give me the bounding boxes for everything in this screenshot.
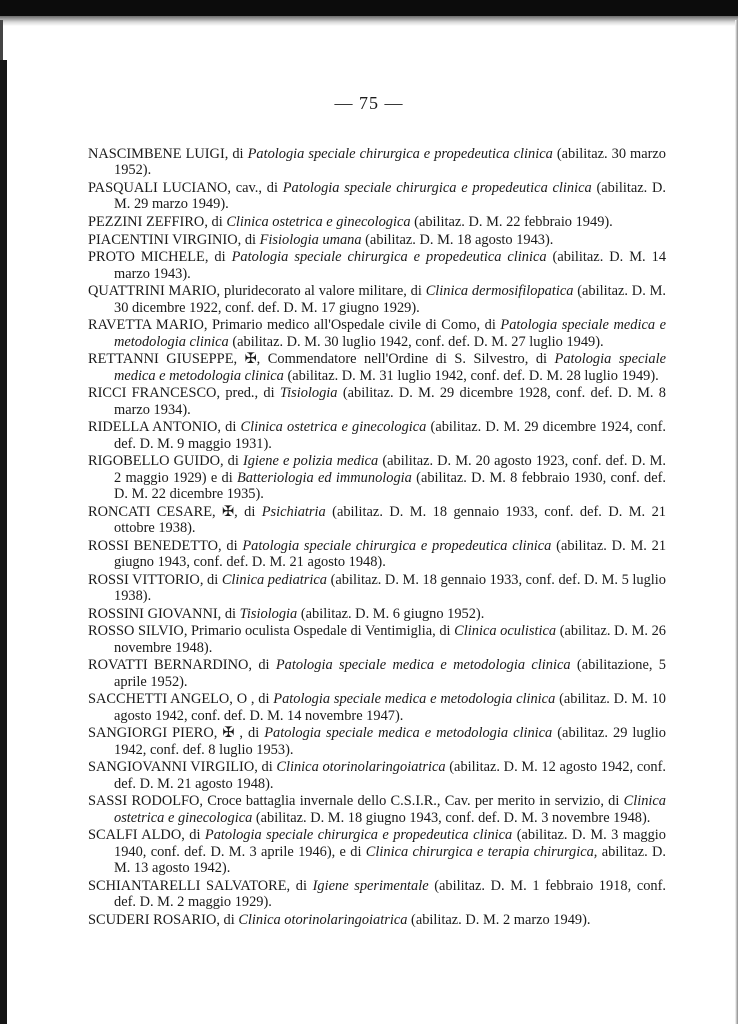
list-entry bbox=[88, 572, 666, 605]
scan-left-border bbox=[0, 60, 7, 1024]
entry-text: (abilitaz. D. M. 29 dicembre 1928, conf. def. D. M. 8 marzo 1934). bbox=[114, 385, 666, 418]
list-entry bbox=[88, 504, 666, 537]
subject-text: Clinica otorinolaringoiatrica bbox=[276, 759, 446, 776]
subject-text: Tisiologia bbox=[239, 605, 298, 622]
entry-name-text: SANGIORGI PIERO, ✠ , di bbox=[88, 725, 265, 742]
entry-name-text: RONCATI CESARE, ✠, di bbox=[88, 503, 262, 520]
subject-text: Fisiologia umana bbox=[259, 231, 362, 248]
subject-text: Patologia speciale chirurgica e propedeutica clinica bbox=[231, 249, 547, 266]
entry-name-text: ROSSI BENEDETTO, di bbox=[88, 537, 243, 554]
entry-name-text: RIDELLA ANTONIO, di bbox=[88, 419, 241, 436]
entry-text: (abilitaz. D. M. 21 giugno 1943, conf. def. D. M. 21 agosto 1948). bbox=[114, 537, 667, 570]
list-entry bbox=[88, 623, 666, 656]
list-entry bbox=[88, 759, 666, 792]
entry-name-text: RAVETTA MARIO, Primario medico all'Ospedale civile di Como, di bbox=[88, 317, 501, 334]
entry-text: (abilitaz. D. M. 14 marzo 1943). bbox=[114, 249, 667, 282]
entry-name-text: PASQUALI LUCIANO, cav., di bbox=[88, 180, 283, 196]
list-entry bbox=[88, 725, 666, 758]
subject-text: Patologia speciale chirurgica e propedeutica clinica bbox=[247, 146, 553, 162]
list-entry bbox=[88, 180, 666, 213]
entry-name-text: PEZZINI ZEFFIRO, di bbox=[88, 214, 227, 230]
list-entry bbox=[88, 691, 666, 724]
entry-text: abilitaz. D. M. 13 agosto 1942). bbox=[114, 843, 666, 876]
list-entry bbox=[88, 657, 666, 690]
subject-text: Tisiologia bbox=[279, 385, 338, 402]
faculty-list bbox=[88, 146, 666, 929]
list-entry bbox=[88, 317, 666, 350]
entry-text: (abilitaz. D. M. 8 febbraio 1930, conf. def. D. M. 22 dicembre 1935). bbox=[114, 469, 666, 502]
entry-name-text: SCALFI ALDO, di bbox=[88, 827, 205, 844]
entry-text: (abilitazione, 5 aprile 1952). bbox=[114, 657, 666, 690]
list-entry bbox=[88, 793, 666, 826]
entry-name-text: SCHIANTARELLI SALVATORE, di bbox=[88, 877, 313, 894]
scan-top-border bbox=[0, 0, 738, 16]
subject-text: Patologia speciale chirurgica e propedeutica clinica bbox=[204, 827, 513, 844]
entry-text: (abilitaz. D. M. 31 luglio 1942, conf. def. D. M. 28 luglio 1949). bbox=[283, 367, 659, 384]
entry-name-text: PIACENTINI VIRGINIO, di bbox=[88, 231, 260, 248]
subject-text: Clinica ostetrica e ginecologica bbox=[226, 214, 411, 230]
entry-name-text: SASSI RODOLFO, Croce battaglia invernale dello C.S.I.R., Cav. per merito in servizio, di bbox=[88, 793, 624, 810]
list-entry bbox=[88, 827, 666, 876]
entry-name-text: NASCIMBENE LUIGI, di bbox=[88, 146, 248, 162]
subject-text: Psichiatria bbox=[261, 503, 326, 520]
subject-text: Patologia speciale chirurgica e propedeutica clinica bbox=[242, 537, 552, 554]
subject-text: Clinica oculistica bbox=[454, 623, 557, 640]
entry-text: (abilitaz. D. M. 29 marzo 1949). bbox=[114, 180, 667, 213]
entry-text: (abilitaz. 30 marzo 1952). bbox=[114, 146, 667, 179]
entry-text: (abilitaz. D. M. 29 dicembre 1924, conf. def. D. M. 9 maggio 1931). bbox=[114, 419, 667, 452]
entry-text: (abilitaz. D. M. 6 giugno 1952). bbox=[297, 605, 485, 622]
entry-text: (abilitaz. D. M. 22 febbraio 1949). bbox=[410, 214, 613, 230]
subject-text: Patologia speciale medica e metodologia clinica bbox=[275, 657, 571, 674]
list-entry bbox=[88, 232, 666, 248]
entry-name-text: RIGOBELLO GUIDO, di bbox=[88, 453, 243, 470]
list-entry bbox=[88, 146, 666, 179]
list-entry bbox=[88, 283, 666, 316]
entry-name-text: SANGIOVANNI VIRGILIO, di bbox=[88, 759, 277, 776]
entry-text: (abilitaz. D. M. 1 febbraio 1918, conf. def. D. M. 2 maggio 1929). bbox=[114, 877, 666, 910]
entry-text: (abilitaz. D. M. 18 agosto 1943). bbox=[361, 231, 554, 248]
list-entry bbox=[88, 249, 666, 282]
entry-text: (abilitaz. D. M. 3 maggio 1940, conf. def. D. M. 3 aprile 1946), e di bbox=[114, 827, 666, 860]
list-entry bbox=[88, 878, 666, 911]
subject-text: Patologia speciale medica e metodologia clinica bbox=[264, 725, 553, 742]
entry-text: (abilitaz. D. M. 18 gennaio 1933, conf. def. D. M. 5 luglio 1938). bbox=[114, 571, 667, 604]
entry-name-text: ROSSINI GIOVANNI, di bbox=[88, 605, 240, 622]
entry-name-text: SACCHETTI ANGELO, O , di bbox=[88, 691, 274, 708]
subject-text: Clinica otorinolaringoiatrica bbox=[238, 911, 408, 928]
subject-text: Clinica dermosifilopatica bbox=[425, 283, 574, 300]
subject-text: Patologia speciale medica e metodologia clinica bbox=[114, 317, 666, 350]
subject-text: Clinica pediatrica bbox=[221, 571, 327, 588]
entry-name-text: RETTANNI GIUSEPPE, ✠, Commendatore nell'Ordine di S. Silvestro, di bbox=[88, 351, 555, 368]
entry-text: (abilitaz. D. M. 30 luglio 1942, conf. def. D. M. 27 luglio 1949). bbox=[228, 333, 604, 350]
list-entry bbox=[88, 912, 666, 928]
list-entry bbox=[88, 538, 666, 571]
subject-text: Clinica ostetrica e ginecologica bbox=[240, 419, 427, 436]
entry-text: (abilitaz. D. M. 18 giugno 1943, conf. def. D. M. 3 novembre 1948). bbox=[252, 809, 651, 826]
entry-text: (abilitaz. D. M. 12 agosto 1942, conf. def. D. M. 21 agosto 1948). bbox=[114, 759, 666, 792]
list-entry bbox=[88, 606, 666, 622]
entry-text: (abilitaz. D. M. 30 dicembre 1922, conf. def. D. M. 17 giugno 1929). bbox=[114, 283, 667, 316]
subject-text: Clinica ostetrica e ginecologica bbox=[114, 793, 666, 826]
entry-name-text: RICCI FRANCESCO, pred., di bbox=[88, 385, 280, 402]
subject-text: Patologia speciale medica e metodologia clinica bbox=[273, 691, 556, 708]
entry-name-text: ROSSO SILVIO, Primario oculista Ospedale di Ventimiglia, di bbox=[88, 623, 455, 640]
subject-text: Patologia speciale medica e metodologia clinica bbox=[114, 351, 666, 384]
entry-name-text: ROVATTI BERNARDINO, di bbox=[88, 657, 276, 674]
list-entry bbox=[88, 453, 666, 502]
subject-text: Igiene e polizia medica bbox=[242, 453, 379, 470]
page-number: — 75 — bbox=[334, 93, 404, 113]
entry-text: (abilitaz. D. M. 26 novembre 1948). bbox=[114, 623, 666, 656]
entry-text: (abilitaz. D. M. 10 agosto 1942, conf. def. D. M. 14 novembre 1947). bbox=[114, 691, 667, 724]
list-entry bbox=[88, 419, 666, 452]
subject-text: Igiene sperimentale bbox=[312, 877, 429, 894]
list-entry bbox=[88, 385, 666, 418]
subject-text: Batteriologia ed immunologia bbox=[236, 469, 412, 486]
entry-text: (abilitaz. D. M. 20 agosto 1923, conf. def. D. M. 2 maggio 1929) e di bbox=[114, 453, 667, 486]
scan-top-shadow bbox=[0, 16, 738, 26]
list-entry bbox=[88, 351, 666, 384]
entry-text: (abilitaz. D. M. 2 marzo 1949). bbox=[407, 911, 591, 928]
entry-name-text: QUATTRINI MARIO, pluridecorato al valore militare, di bbox=[88, 283, 426, 300]
entry-text: (abilitaz. D. M. 18 gennaio 1933, conf. def. D. M. 21 ottobre 1938). bbox=[114, 503, 666, 536]
subject-text: Clinica chirurgica e terapia chirurgica, bbox=[365, 843, 598, 860]
list-entry bbox=[88, 214, 666, 230]
entry-text: (abilitaz. 29 luglio 1942, conf. def. 8 luglio 1953). bbox=[114, 725, 666, 758]
entry-name-text: PROTO MICHELE, di bbox=[88, 249, 232, 266]
subject-text: Patologia speciale chirurgica e propedeutica clinica bbox=[282, 180, 592, 196]
entry-name-text: ROSSI VITTORIO, di bbox=[88, 571, 222, 588]
entry-name-text: SCUDERI ROSARIO, di bbox=[88, 911, 239, 928]
